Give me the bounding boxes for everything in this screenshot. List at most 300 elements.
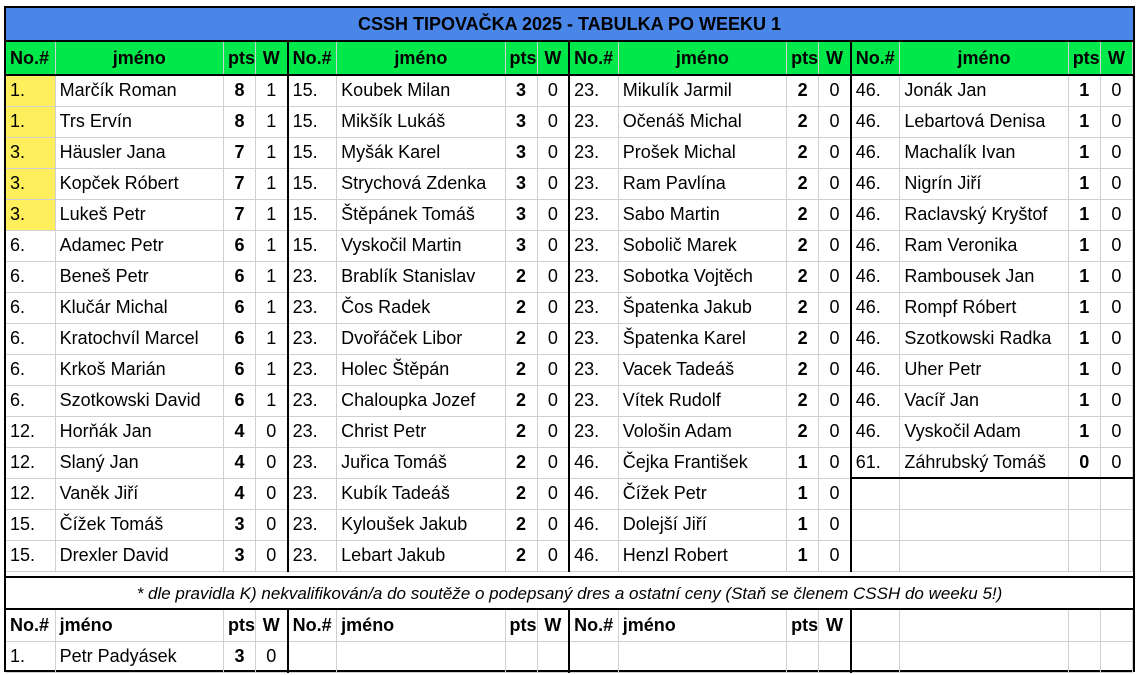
rank-cell[interactable]: 23. [288,323,337,354]
header-w[interactable]: W [537,610,569,641]
rank-cell[interactable]: 23. [288,509,337,540]
pts-cell[interactable]: 4 [223,416,255,447]
rank-cell[interactable]: 46. [569,540,618,571]
rank-cell[interactable]: 1. [6,641,55,672]
pts-cell[interactable]: 7 [223,199,255,230]
name-cell[interactable]: Kopček Róbert [55,168,223,199]
pts-cell[interactable]: 1 [1068,75,1100,106]
pts-cell[interactable]: 2 [505,540,537,571]
empty-cell[interactable] [1100,509,1132,540]
header-pts[interactable]: pts [787,610,819,641]
w-cell[interactable]: 0 [537,416,569,447]
name-cell[interactable]: Kubík Tadeáš [337,478,505,509]
pts-cell[interactable]: 1 [787,478,819,509]
rank-cell[interactable]: 23. [569,106,618,137]
name-cell[interactable]: Špatenka Jakub [618,292,786,323]
name-cell[interactable]: Szotkowski Radka [900,323,1068,354]
name-cell[interactable]: Vyskočil Adam [900,416,1068,447]
header-name[interactable]: jméno [55,610,223,641]
pts-cell[interactable]: 2 [505,447,537,478]
empty-cell[interactable] [1068,610,1100,641]
rank-cell[interactable]: 46. [851,292,900,323]
name-cell[interactable]: Trs Ervín [55,106,223,137]
rank-cell[interactable]: 46. [851,75,900,106]
w-cell[interactable]: 0 [819,168,851,199]
w-cell[interactable]: 0 [819,106,851,137]
w-cell[interactable]: 0 [256,641,288,672]
pts-cell[interactable]: 2 [505,478,537,509]
rank-cell[interactable]: 23. [569,385,618,416]
name-cell[interactable]: Rambousek Jan [900,261,1068,292]
pts-cell[interactable]: 3 [505,199,537,230]
rank-cell[interactable]: 46. [851,323,900,354]
header-name[interactable]: jméno [337,42,505,75]
name-cell[interactable]: Mikšík Lukáš [337,106,505,137]
w-cell[interactable]: 0 [1100,323,1132,354]
header-rank[interactable]: No.# [288,610,337,641]
empty-cell[interactable] [851,610,900,641]
name-cell[interactable]: Vaněk Jiří [55,478,223,509]
w-cell[interactable]: 0 [1100,385,1132,416]
rank-cell[interactable]: 23. [569,137,618,168]
rank-cell[interactable]: 15. [6,509,55,540]
pts-cell[interactable]: 6 [223,230,255,261]
empty-cell[interactable] [1068,509,1100,540]
pts-cell[interactable]: 2 [505,385,537,416]
pts-cell[interactable]: 3 [505,75,537,106]
header-w[interactable]: W [819,610,851,641]
pts-cell[interactable]: 8 [223,75,255,106]
w-cell[interactable]: 0 [1100,292,1132,323]
pts-cell[interactable]: 2 [505,509,537,540]
name-cell[interactable]: Dvořáček Libor [337,323,505,354]
pts-cell[interactable]: 2 [787,137,819,168]
pts-cell[interactable]: 6 [223,261,255,292]
name-cell[interactable]: Ram Veronika [900,230,1068,261]
pts-cell[interactable]: 4 [223,447,255,478]
pts-cell[interactable]: 2 [505,416,537,447]
name-cell[interactable]: Záhrubský Tomáš [900,447,1068,478]
name-cell[interactable]: Drexler David [55,540,223,571]
header-w[interactable]: W [819,42,851,75]
rank-cell[interactable]: 23. [288,416,337,447]
pts-cell[interactable]: 6 [223,385,255,416]
empty-cell[interactable] [900,540,1068,571]
w-cell[interactable]: 0 [1100,261,1132,292]
pts-cell[interactable]: 2 [787,416,819,447]
rank-cell[interactable]: 23. [569,261,618,292]
w-cell[interactable]: 0 [819,230,851,261]
pts-cell[interactable]: 0 [1068,447,1100,478]
rank-cell[interactable]: 12. [6,478,55,509]
name-cell[interactable]: Vacek Tadeáš [618,354,786,385]
header-rank[interactable]: No.# [569,42,618,75]
name-cell[interactable]: Raclavský Kryštof [900,199,1068,230]
w-cell[interactable]: 0 [1100,447,1132,478]
w-cell[interactable]: 0 [819,323,851,354]
name-cell[interactable]: Špatenka Karel [618,323,786,354]
pts-cell[interactable]: 2 [787,199,819,230]
name-cell[interactable]: Uher Petr [900,354,1068,385]
w-cell[interactable]: 0 [537,385,569,416]
rank-cell[interactable]: 46. [851,385,900,416]
rank-cell[interactable]: 1. [6,75,55,106]
name-cell[interactable]: Lebartová Denisa [900,106,1068,137]
w-cell[interactable]: 0 [537,292,569,323]
rank-cell[interactable]: 15. [288,137,337,168]
pts-cell[interactable]: 3 [505,168,537,199]
name-cell[interactable]: Holec Štěpán [337,354,505,385]
pts-cell[interactable]: 1 [1068,168,1100,199]
pts-cell[interactable]: 1 [1068,292,1100,323]
header-name[interactable]: jméno [900,42,1068,75]
header-pts[interactable]: pts [505,42,537,75]
w-cell[interactable]: 1 [256,75,288,106]
w-cell[interactable]: 0 [819,509,851,540]
name-cell[interactable]: Očenáš Michal [618,106,786,137]
w-cell[interactable]: 0 [1100,199,1132,230]
rank-cell[interactable]: 3. [6,137,55,168]
rank-cell[interactable]: 23. [288,447,337,478]
name-cell[interactable]: Häusler Jana [55,137,223,168]
empty-cell[interactable] [1100,641,1132,672]
w-cell[interactable]: 0 [537,137,569,168]
rank-cell[interactable]: 23. [569,354,618,385]
pts-cell[interactable]: 3 [223,509,255,540]
header-pts[interactable]: pts [223,610,255,641]
rank-cell[interactable]: 15. [288,75,337,106]
rank-cell[interactable]: 46. [851,168,900,199]
name-cell[interactable]: Čos Radek [337,292,505,323]
w-cell[interactable]: 0 [537,323,569,354]
name-cell[interactable]: Vacíř Jan [900,385,1068,416]
pts-cell[interactable]: 1 [1068,416,1100,447]
empty-cell[interactable] [288,641,337,672]
empty-cell[interactable] [900,610,1068,641]
header-w[interactable]: W [256,42,288,75]
name-cell[interactable]: Koubek Milan [337,75,505,106]
name-cell[interactable]: Vyskočil Martin [337,230,505,261]
rank-cell[interactable]: 46. [569,447,618,478]
header-name[interactable]: jméno [618,610,786,641]
name-cell[interactable]: Štěpánek Tomáš [337,199,505,230]
pts-cell[interactable]: 6 [223,354,255,385]
empty-cell[interactable] [851,509,900,540]
w-cell[interactable]: 1 [256,168,288,199]
name-cell[interactable]: Jonák Jan [900,75,1068,106]
name-cell[interactable]: Machalík Ivan [900,137,1068,168]
rank-cell[interactable]: 23. [288,292,337,323]
pts-cell[interactable]: 2 [787,75,819,106]
pts-cell[interactable]: 6 [223,292,255,323]
empty-cell[interactable] [337,641,505,672]
w-cell[interactable]: 0 [537,354,569,385]
w-cell[interactable]: 0 [1100,137,1132,168]
pts-cell[interactable]: 3 [505,230,537,261]
header-rank[interactable]: No.# [569,610,618,641]
w-cell[interactable]: 0 [256,416,288,447]
pts-cell[interactable]: 2 [787,385,819,416]
empty-cell[interactable] [787,641,819,672]
pts-cell[interactable]: 1 [1068,230,1100,261]
header-name[interactable]: jméno [55,42,223,75]
w-cell[interactable]: 0 [256,478,288,509]
pts-cell[interactable]: 3 [505,106,537,137]
pts-cell[interactable]: 2 [787,106,819,137]
w-cell[interactable]: 0 [819,75,851,106]
rank-cell[interactable]: 46. [851,199,900,230]
rank-cell[interactable]: 15. [288,230,337,261]
pts-cell[interactable]: 1 [1068,106,1100,137]
w-cell[interactable]: 1 [256,106,288,137]
rank-cell[interactable]: 46. [569,509,618,540]
w-cell[interactable]: 1 [256,354,288,385]
name-cell[interactable]: Kyloušek Jakub [337,509,505,540]
w-cell[interactable]: 0 [819,540,851,571]
rank-cell[interactable]: 6. [6,261,55,292]
w-cell[interactable]: 0 [1100,416,1132,447]
pts-cell[interactable]: 2 [787,323,819,354]
rank-cell[interactable]: 6. [6,385,55,416]
empty-cell[interactable] [851,641,900,672]
name-cell[interactable]: Adamec Petr [55,230,223,261]
empty-cell[interactable] [1068,641,1100,672]
rank-cell[interactable]: 23. [569,168,618,199]
name-cell[interactable]: Petr Padyásek [55,641,223,672]
empty-cell[interactable] [618,641,786,672]
rank-cell[interactable]: 23. [288,540,337,571]
w-cell[interactable]: 1 [256,230,288,261]
pts-cell[interactable]: 2 [505,261,537,292]
name-cell[interactable]: Henzl Robert [618,540,786,571]
w-cell[interactable]: 0 [537,447,569,478]
rank-cell[interactable]: 12. [6,416,55,447]
w-cell[interactable]: 1 [256,137,288,168]
rank-cell[interactable]: 23. [569,75,618,106]
pts-cell[interactable]: 2 [787,168,819,199]
pts-cell[interactable]: 1 [1068,137,1100,168]
header-w[interactable]: W [537,42,569,75]
rank-cell[interactable]: 46. [851,261,900,292]
pts-cell[interactable]: 7 [223,137,255,168]
rank-cell[interactable]: 23. [569,323,618,354]
w-cell[interactable]: 0 [537,106,569,137]
name-cell[interactable]: Marčík Roman [55,75,223,106]
pts-cell[interactable]: 2 [787,261,819,292]
header-w[interactable]: W [1100,42,1132,75]
name-cell[interactable]: Sabo Martin [618,199,786,230]
w-cell[interactable]: 0 [819,292,851,323]
empty-cell[interactable] [900,641,1068,672]
name-cell[interactable]: Krkoš Marián [55,354,223,385]
rank-cell[interactable]: 23. [569,230,618,261]
w-cell[interactable]: 0 [819,447,851,478]
header-pts[interactable]: pts [223,42,255,75]
name-cell[interactable]: Szotkowski David [55,385,223,416]
w-cell[interactable]: 0 [1100,168,1132,199]
empty-cell[interactable] [851,478,900,509]
name-cell[interactable]: Nigrín Jiří [900,168,1068,199]
w-cell[interactable]: 0 [256,509,288,540]
w-cell[interactable]: 0 [256,447,288,478]
header-w[interactable]: W [256,610,288,641]
rank-cell[interactable]: 3. [6,199,55,230]
name-cell[interactable]: Beneš Petr [55,261,223,292]
w-cell[interactable]: 0 [819,478,851,509]
header-rank[interactable]: No.# [6,42,55,75]
w-cell[interactable]: 0 [819,416,851,447]
rank-cell[interactable]: 61. [851,447,900,478]
pts-cell[interactable]: 6 [223,323,255,354]
pts-cell[interactable]: 3 [223,540,255,571]
name-cell[interactable]: Ram Pavlína [618,168,786,199]
rank-cell[interactable]: 46. [851,230,900,261]
name-cell[interactable]: Sobotka Vojtěch [618,261,786,292]
name-cell[interactable]: Christ Petr [337,416,505,447]
w-cell[interactable]: 1 [256,323,288,354]
name-cell[interactable]: Sobolič Marek [618,230,786,261]
rank-cell[interactable]: 23. [288,261,337,292]
w-cell[interactable]: 0 [537,261,569,292]
name-cell[interactable]: Lukeš Petr [55,199,223,230]
empty-cell[interactable] [1068,478,1100,509]
w-cell[interactable]: 0 [537,168,569,199]
empty-cell[interactable] [569,641,618,672]
w-cell[interactable]: 1 [256,199,288,230]
pts-cell[interactable]: 3 [505,137,537,168]
w-cell[interactable]: 0 [819,385,851,416]
rank-cell[interactable]: 46. [851,354,900,385]
name-cell[interactable]: Čížek Tomáš [55,509,223,540]
rank-cell[interactable]: 23. [569,199,618,230]
pts-cell[interactable]: 1 [1068,199,1100,230]
empty-cell[interactable] [537,641,569,672]
rank-cell[interactable]: 15. [288,106,337,137]
header-rank[interactable]: No.# [288,42,337,75]
rank-cell[interactable]: 23. [569,292,618,323]
empty-cell[interactable] [900,478,1068,509]
name-cell[interactable]: Vítek Rudolf [618,385,786,416]
name-cell[interactable]: Kratochvíl Marcel [55,323,223,354]
name-cell[interactable]: Horňák Jan [55,416,223,447]
w-cell[interactable]: 1 [256,385,288,416]
w-cell[interactable]: 1 [256,292,288,323]
empty-cell[interactable] [1068,540,1100,571]
name-cell[interactable]: Strychová Zdenka [337,168,505,199]
rank-cell[interactable]: 15. [6,540,55,571]
rank-cell[interactable]: 46. [569,478,618,509]
name-cell[interactable]: Klučár Michal [55,292,223,323]
rank-cell[interactable]: 6. [6,323,55,354]
name-cell[interactable]: Mikulík Jarmil [618,75,786,106]
header-rank[interactable]: No.# [851,42,900,75]
pts-cell[interactable]: 1 [1068,323,1100,354]
header-pts[interactable]: pts [1068,42,1100,75]
pts-cell[interactable]: 2 [505,292,537,323]
pts-cell[interactable]: 2 [787,230,819,261]
header-rank[interactable]: No.# [6,610,55,641]
empty-cell[interactable] [505,641,537,672]
rank-cell[interactable]: 1. [6,106,55,137]
rank-cell[interactable]: 6. [6,230,55,261]
header-pts[interactable]: pts [505,610,537,641]
empty-cell[interactable] [1100,478,1132,509]
empty-cell[interactable] [851,540,900,571]
rank-cell[interactable]: 46. [851,416,900,447]
w-cell[interactable]: 0 [819,137,851,168]
name-cell[interactable]: Slaný Jan [55,447,223,478]
rank-cell[interactable]: 12. [6,447,55,478]
rank-cell[interactable]: 23. [288,354,337,385]
rank-cell[interactable]: 23. [288,478,337,509]
w-cell[interactable]: 0 [819,261,851,292]
header-name[interactable]: jméno [618,42,786,75]
w-cell[interactable]: 0 [1100,230,1132,261]
name-cell[interactable]: Brablík Stanislav [337,261,505,292]
name-cell[interactable]: Myšák Karel [337,137,505,168]
rank-cell[interactable]: 6. [6,292,55,323]
name-cell[interactable]: Dolejší Jiří [618,509,786,540]
pts-cell[interactable]: 1 [1068,354,1100,385]
w-cell[interactable]: 0 [1100,354,1132,385]
pts-cell[interactable]: 1 [787,540,819,571]
header-pts[interactable]: pts [787,42,819,75]
empty-cell[interactable] [900,509,1068,540]
pts-cell[interactable]: 1 [1068,385,1100,416]
w-cell[interactable]: 1 [256,261,288,292]
name-cell[interactable]: Čížek Petr [618,478,786,509]
empty-cell[interactable] [1100,610,1132,641]
rank-cell[interactable]: 23. [569,416,618,447]
pts-cell[interactable]: 2 [505,354,537,385]
pts-cell[interactable]: 4 [223,478,255,509]
w-cell[interactable]: 0 [1100,75,1132,106]
empty-cell[interactable] [1100,540,1132,571]
pts-cell[interactable]: 1 [1068,261,1100,292]
pts-cell[interactable]: 1 [787,509,819,540]
pts-cell[interactable]: 2 [787,292,819,323]
w-cell[interactable]: 0 [256,540,288,571]
rank-cell[interactable]: 23. [288,385,337,416]
pts-cell[interactable]: 2 [505,323,537,354]
w-cell[interactable]: 0 [537,509,569,540]
rank-cell[interactable]: 6. [6,354,55,385]
rank-cell[interactable]: 15. [288,168,337,199]
pts-cell[interactable]: 7 [223,168,255,199]
rank-cell[interactable]: 46. [851,106,900,137]
pts-cell[interactable]: 3 [223,641,255,672]
header-name[interactable]: jméno [337,610,505,641]
w-cell[interactable]: 0 [819,199,851,230]
name-cell[interactable]: Čejka František [618,447,786,478]
w-cell[interactable]: 0 [1100,106,1132,137]
empty-cell[interactable] [819,641,851,672]
name-cell[interactable]: Prošek Michal [618,137,786,168]
w-cell[interactable]: 0 [537,540,569,571]
pts-cell[interactable]: 2 [787,354,819,385]
name-cell[interactable]: Lebart Jakub [337,540,505,571]
w-cell[interactable]: 0 [819,354,851,385]
w-cell[interactable]: 0 [537,478,569,509]
name-cell[interactable]: Rompf Róbert [900,292,1068,323]
rank-cell[interactable]: 15. [288,199,337,230]
w-cell[interactable]: 0 [537,75,569,106]
w-cell[interactable]: 0 [537,199,569,230]
name-cell[interactable]: Vološin Adam [618,416,786,447]
pts-cell[interactable]: 1 [787,447,819,478]
pts-cell[interactable]: 8 [223,106,255,137]
w-cell[interactable]: 0 [537,230,569,261]
